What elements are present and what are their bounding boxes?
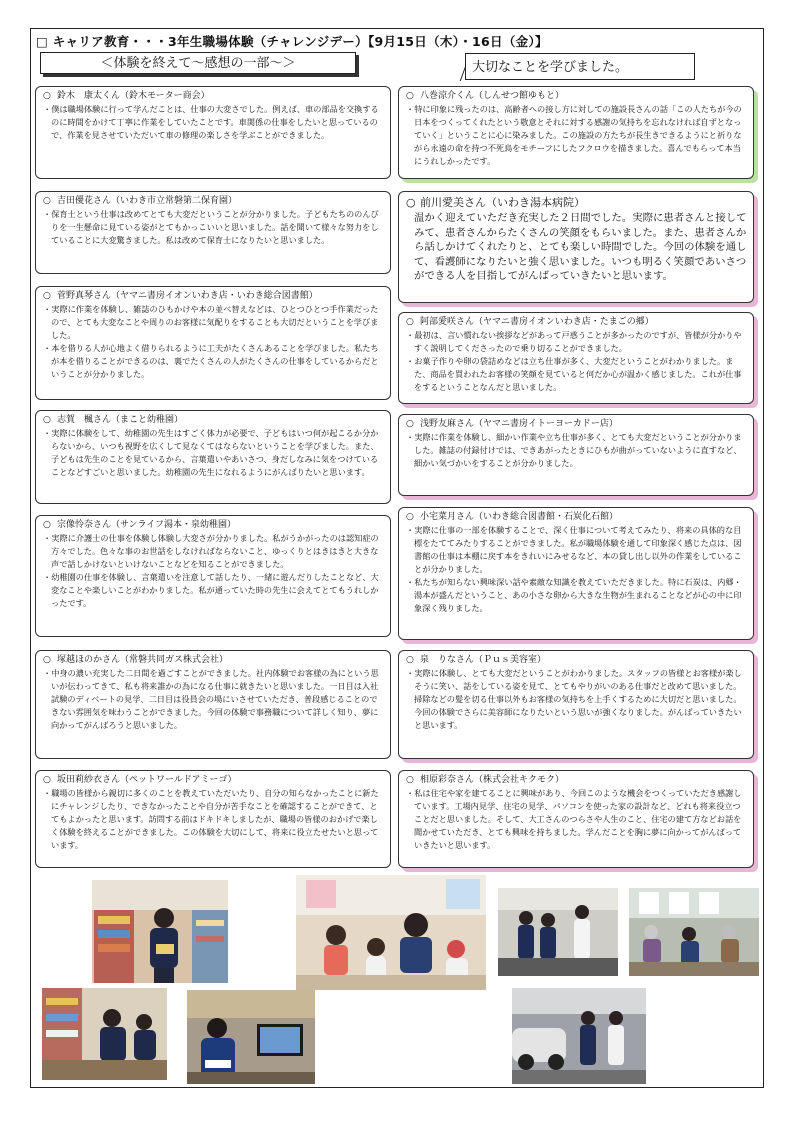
- impression-text: ・実際に体験し、とても大変だということがわかりました。スタッフの皆様とお客様が楽しそうに笑い、話をしている姿を見て、とてもやりがいのある仕事だと改めて思いました。掃除などの髪を切る仕事以外もお客様の気持ちを上手くするために大切だと思いました。今回の体験でさらに美容師になりたいという思いが強くなりました。がんばっていきたいと思います。: [406, 668, 742, 730]
- bookstore-student-photo: [92, 880, 228, 983]
- student-name: ○ 吉田優花さん（いわき市立常磐第二保育園）: [43, 196, 238, 206]
- student-name: ○ 阿部愛咲さん（ヤマニ書房イオンいわき店・たまごの郷）: [406, 317, 654, 327]
- section-subtitle: ＜体験を終えて～感想の一部～＞: [40, 52, 356, 74]
- impression-card: [398, 191, 754, 303]
- bullet-mark: ○: [406, 317, 414, 327]
- impression-card: [35, 650, 391, 759]
- impression-card: [398, 414, 754, 496]
- student-name: ○ 志賀 楓さん（まこと幼稚園）: [43, 415, 184, 425]
- impression-text: ・中身の濃い充実した二日間を過ごすことができました。社内体験でお客様の為にという思いが伝わってきて、私も将来誰かの為になる仕事に就きたいと思いました。一日目は入社試験のディベートの見学、二日目は役員会の場にいさせていただき、普段感じることのできない雰囲気を味わうことができました。今回の体験で事務職について詳しく知り、夢に向かってがんばろうと思いました。: [43, 668, 379, 730]
- office-meeting-photo: [498, 888, 618, 976]
- impression-text: ・保育士という仕事は改めてとても大変だということが分かりました。子どもたちののんびりを一生懸命に見ている姿がとてもかっこいいと思いました。話を聞いて様々な努力をしていることに大変驚きました。私は改めて保育士になりたいと思いました。: [43, 209, 379, 245]
- impression-text: ・僕は職場体験に行って学んだことは、仕事の大変さでした。例えば、車の部品を交換するのに時間をかけて丁寧に作業をしていたことです。車関係の仕事をしたいと思っているので、作業を見させていただいて車の修理の楽しさを学ぶことができました。: [43, 104, 379, 140]
- bullet-mark: ○: [43, 91, 51, 101]
- bullet-mark: ○: [43, 775, 51, 785]
- impression-text: ・実際に介護士の仕事を体験し体験し大変さが分かりました。私がうかがったのは認知症の方々でした。色々な事のお世話をしなければならないこと、ゆっくりとはきはきと大きな声で話しかけないといけないことなどを知ることができました。: [43, 533, 379, 569]
- student-name: ○ 浅野友麻さん（ヤマニ書房イトーヨーカドー店）: [406, 419, 618, 429]
- impression-text: ・職場の皆様から親切に多くのことを教えていただいたり、自分の知らなかったことに新たにチャレンジしたり、できなかったことや自分が苦手なことを確認することができて、とてもよかったと思います。訪問する前はドキドキしましたが、職場の皆様のおかげで楽しく体験を終えることができました。この体験を大切にして、将来に役立たせたいと思っています。: [43, 788, 379, 850]
- impression-text: ・実際に作業を体験し、細かい作業や立ち仕事が多く、とても大変だということが分かりました。雑誌の付録付けでは、できあがったときにひもが曲がっていないように直すなど、細かい気づかいをすることが分かりました。: [406, 432, 742, 468]
- impression-card: [35, 286, 391, 400]
- page-title: □ キャリア教育・・・3年生職場体験（チャレンジデー）【9月15日（木）・16日（金）】: [36, 34, 548, 49]
- bullet-mark: ○: [43, 196, 51, 206]
- computer-design-photo: [187, 990, 315, 1084]
- student-name: ○ 小宅菜月さん（いわき総合図書館・石炭化石館）: [406, 512, 619, 522]
- impression-card: [35, 515, 391, 637]
- student-name: ○ 菅野真琴さん（ヤマニ書房イオンいわき店・いわき総合図書館）: [43, 291, 318, 301]
- impression-card: [35, 410, 391, 504]
- student-name: ○ 坂田莉紗衣さん（ペットワールドアミーゴ）: [43, 775, 237, 785]
- impression-text: ・私たちが知らない興味深い話や素敵な知識を教えていただきました。特に石炭は、内郷・湯本が盛んだということ、あの小さな卵から大きな生物が生まれることなどが心の中に印象深く残りました。: [406, 577, 742, 613]
- student-name: ○ 八巻涼介くん（しんせつ館ゆもと）: [406, 91, 565, 101]
- bullet-mark: ○: [43, 655, 51, 665]
- car-garage-photo: [512, 988, 646, 1084]
- bullet-mark: ○: [43, 520, 51, 530]
- impression-text: ・実際に作業を体験し、雑誌のひもかけや本の並べ替えなどは、ひとつひとつ手作業だったので、とても大変なことや周りのお客様に気配りをすることも大切だということを学びました。: [43, 304, 379, 340]
- impression-text: ・特に印象に残ったのは、高齢者への接し方に対しての施設長さんの話「この人たちが今の日本をつくってくれたという敬意とそれに対する感謝の気持ちを忘れなければ自ずとなっていく」ということに心に染みました。この施設の方たちが長生きできるようにと祈りながら永遠の命を持つ不死鳥をモチーフにしたフクロウを描きました。喜んでもらって本当にうれしかったです。: [406, 104, 742, 166]
- care-facility-photo: [629, 888, 759, 976]
- impression-text: ・最初は、言い慣れない挨拶などがあって戸惑うことが多かったのですが、皆様が分かりやすく説明してくださったので乗り切ることができました。: [406, 330, 742, 353]
- impression-card: [398, 312, 754, 404]
- impression-card: [398, 507, 754, 640]
- impression-text: ・幼稚園の仕事を体験し、言葉遣いを注意して話したり、一緒に遊んだりしたことなど、大変なことや楽しいことがわかりました。私が通っていた時の先生に会えてとてもうれしかったです。: [43, 572, 379, 608]
- impression-card: [35, 770, 391, 868]
- bullet-mark: ○: [406, 419, 414, 429]
- student-name: ○ 鈴木 康太くん（鈴木モーター商会）: [43, 91, 210, 101]
- bullet-mark: ○: [43, 291, 51, 301]
- impression-card: [35, 86, 391, 179]
- bookstore-counter-photo: [42, 988, 167, 1080]
- student-name: ○ 宗像怜奈さん（サンライフ湯本・泉幼稚園）: [43, 520, 237, 530]
- impression-text: ・私は住宅や家を建てることに興味があり、今回このような機会をつくっていただき感謝しています。工場内見学、住宅の見学、パソコンを使った家の設計など、どれも将来役立つことだと思いました。そして、大工さんのつらさや人生のこと、住宅の建て方などお話を聞かせていただき、とても興味を持ちました。学んだことを胸に夢に向かってがんばっていきたいと思います。: [406, 788, 742, 850]
- impression-card: [398, 770, 754, 868]
- bullet-mark: ○: [406, 655, 414, 665]
- impression-card: [35, 191, 391, 274]
- bullet-mark: ○: [406, 775, 414, 785]
- bullet-mark: ○: [406, 196, 416, 209]
- bullet-mark: ○: [406, 91, 414, 101]
- kindergarten-photo: [296, 875, 486, 990]
- impression-text: ・実際に仕事の一部を体験することで、深く仕事について考えてみたり、将来の具体的な目標をたててみたりすることができました。私が職場体験を通して印象深く感じた点は、図書館の仕事は本棚に戻す本をきれいにみせるなど、本の貸し出し以外の作業をしていることが分かりました。: [406, 525, 742, 574]
- callout-box: 大切なことを学びました。: [465, 53, 695, 80]
- student-name: ○ 泉 りなさん（Ｐｕｓ美容室）: [406, 655, 547, 665]
- impression-card: [398, 86, 754, 179]
- impression-text: 温かく迎えていただき充実した２日間でした。実際に患者さんと接してみて、患者さんからたくさんの笑顔をもらいました。また、患者さんから話しかけてくれたりと、とても楽しい時間でした。今回の体験を通して、看護師になりたいと強く思いました。いつも明るく笑顔であいさつができる人を目指してがんばっていきたいと思います。: [414, 212, 747, 282]
- student-name: ○ 相原彩奈さん（株式会社キクモク）: [406, 775, 565, 785]
- bullet-mark: ○: [406, 512, 414, 522]
- impression-text: ・本を借りる人が心地よく借りられるように工夫がたくさんあることを学びました。私たちが本を借りることができるのは、裏でたくさんの人がたくさんの仕事をしているからだということが分かりました。: [43, 343, 379, 379]
- bullet-mark: ○: [43, 415, 51, 425]
- impression-card: [398, 650, 754, 759]
- student-name: ○ 塚越ほのかさん（常磐共同ガス株式会社）: [43, 655, 229, 665]
- impression-text: ・実際に体験をして、幼稚園の先生はすごく体力が必要で、子どもはいつ何が起こるか分からないから、いつも視野を広くして見なくてはならないということを学びました。また、子どもは先生のことを見ているから、言葉遣いやあいさつ、身だしなみに気をつけていることなどすごいと思いました。幼稚園の先生になれるようにがんばりたいと思います。: [43, 428, 379, 477]
- student-name: ○ 前川愛美さん（いわき湯本病院）: [406, 196, 585, 209]
- impression-text: ・お菓子作りや卵の袋詰めなどは立ち仕事が多く、大変だということがわかりました。また、商品を買われたお客様の笑顔を見ていると何だか心が温かく感じました。これが仕事をするということなんだと思いました。: [406, 356, 742, 392]
